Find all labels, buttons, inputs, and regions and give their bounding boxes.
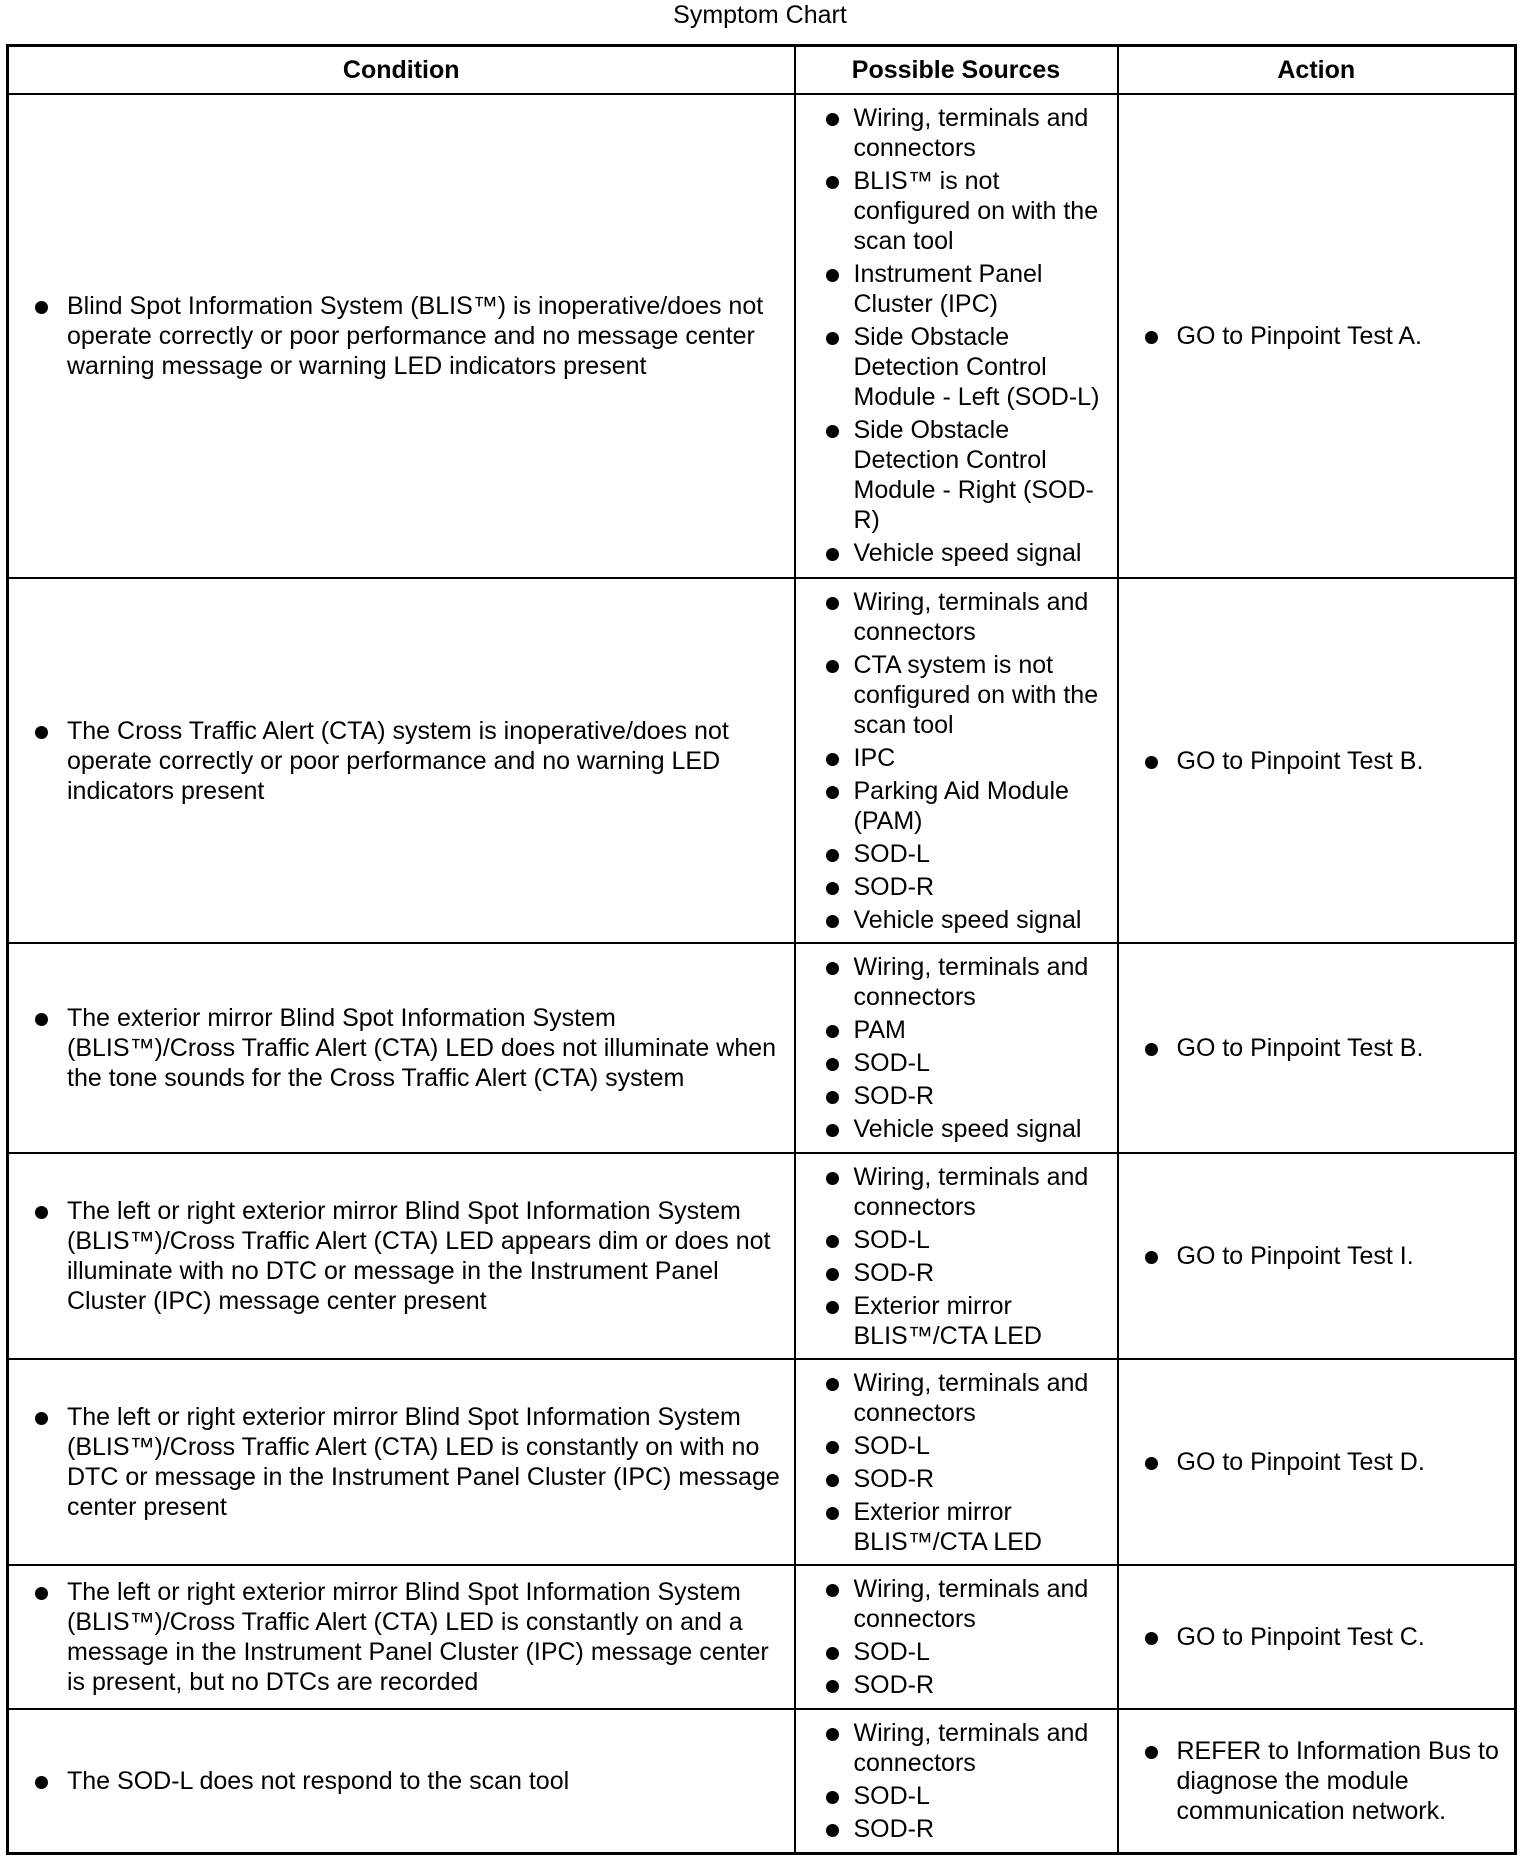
condition-text: The left or right exterior mirror Blind Spot Information System (BLIS™)/Cross Traffic Alert (CTA) LED appears dim or does not illuminate with no DTC or message in the Instrument Panel Cluster (IPC) message center present <box>9 1196 794 1316</box>
source-item: SOD-L <box>796 1431 1117 1461</box>
source-item: Parking Aid Module (PAM) <box>796 776 1117 836</box>
action-text: GO to Pinpoint Test B. <box>1119 1033 1515 1063</box>
header-row <box>8 46 1516 95</box>
sources-cell <box>795 1709 1118 1853</box>
sources-cell <box>795 578 1118 943</box>
condition-cell <box>8 1565 795 1709</box>
source-item: BLIS™ is not configured on with the scan tool <box>796 166 1117 256</box>
source-item: IPC <box>796 743 1117 773</box>
header-condition: Condition <box>8 46 795 95</box>
source-item: SOD-R <box>796 1670 1117 1700</box>
condition-cell <box>8 578 795 943</box>
condition-text: The left or right exterior mirror Blind Spot Information System (BLIS™)/Cross Traffic Alert (CTA) LED is constantly on with no DTC or message in the Instrument Panel Cluster (IPC) message center present <box>9 1402 794 1522</box>
source-item: Vehicle speed signal <box>796 538 1117 568</box>
action-cell <box>1118 1709 1516 1853</box>
source-item: SOD-L <box>796 1781 1117 1811</box>
action-text: GO to Pinpoint Test B. <box>1119 746 1515 776</box>
action-cell <box>1118 1153 1516 1359</box>
source-item: SOD-L <box>796 1225 1117 1255</box>
source-item: SOD-R <box>796 872 1117 902</box>
source-item: Wiring, terminals and connectors <box>796 1574 1117 1634</box>
action-text: REFER to Information Bus to diagnose the module communication network. <box>1119 1736 1515 1826</box>
table-row <box>8 943 1516 1153</box>
condition-cell <box>8 1359 795 1565</box>
source-item: Wiring, terminals and connectors <box>796 1368 1117 1428</box>
source-item: Side Obstacle Detection Control Module - Right (SOD-R) <box>796 415 1117 535</box>
action-text: GO to Pinpoint Test C. <box>1119 1622 1515 1652</box>
sources-cell <box>795 1153 1118 1359</box>
source-item: SOD-R <box>796 1081 1117 1111</box>
table-row <box>8 1565 1516 1709</box>
condition-cell <box>8 94 795 578</box>
source-item: Vehicle speed signal <box>796 1114 1117 1144</box>
table-row <box>8 1709 1516 1853</box>
source-item: PAM <box>796 1015 1117 1045</box>
source-item: Side Obstacle Detection Control Module - Left (SOD-L) <box>796 322 1117 412</box>
action-cell <box>1118 1359 1516 1565</box>
sources-cell <box>795 1565 1118 1709</box>
table-row <box>8 578 1516 943</box>
condition-text: Blind Spot Information System (BLIS™) is inoperative/does not operate correctly or poor performance and no message center warning message or warning LED indicators present <box>9 291 794 381</box>
symptom-chart-table <box>6 44 1517 1855</box>
table-row <box>8 94 1516 578</box>
sources-cell <box>795 943 1118 1153</box>
action-cell <box>1118 1565 1516 1709</box>
source-item: Wiring, terminals and connectors <box>796 587 1117 647</box>
condition-text: The Cross Traffic Alert (CTA) system is inoperative/does not operate correctly or poor performance and no warning LED indicators present <box>9 716 794 806</box>
action-cell <box>1118 94 1516 578</box>
source-item: Wiring, terminals and connectors <box>796 1162 1117 1222</box>
action-cell <box>1118 578 1516 943</box>
action-text: GO to Pinpoint Test D. <box>1119 1447 1515 1477</box>
condition-text: The left or right exterior mirror Blind Spot Information System (BLIS™)/Cross Traffic Alert (CTA) LED is constantly on and a message in the Instrument Panel Cluster (IPC) message center is present, but no DTCs are recorded <box>9 1577 794 1697</box>
source-item: Instrument Panel Cluster (IPC) <box>796 259 1117 319</box>
source-item: SOD-L <box>796 839 1117 869</box>
header-possible-sources: Possible Sources <box>795 46 1118 95</box>
table-row <box>8 1359 1516 1565</box>
source-item: SOD-R <box>796 1258 1117 1288</box>
source-item: Wiring, terminals and connectors <box>796 103 1117 163</box>
source-item: Wiring, terminals and connectors <box>796 1718 1117 1778</box>
source-item: SOD-L <box>796 1048 1117 1078</box>
source-item: Wiring, terminals and connectors <box>796 952 1117 1012</box>
action-text: GO to Pinpoint Test I. <box>1119 1241 1515 1271</box>
source-item: CTA system is not configured on with the scan tool <box>796 650 1117 740</box>
source-item: Exterior mirror BLIS™/CTA LED <box>796 1291 1117 1351</box>
table-row <box>8 1153 1516 1359</box>
sources-cell <box>795 1359 1118 1565</box>
condition-text: The exterior mirror Blind Spot Information System (BLIS™)/Cross Traffic Alert (CTA) LED does not illuminate when the tone sounds for the Cross Traffic Alert (CTA) system <box>9 1003 794 1093</box>
condition-cell <box>8 1709 795 1853</box>
source-item: SOD-R <box>796 1464 1117 1494</box>
page-title: Symptom Chart <box>673 1 847 29</box>
condition-text: The SOD-L does not respond to the scan tool <box>9 1766 794 1796</box>
condition-cell <box>8 1153 795 1359</box>
source-item: SOD-L <box>796 1637 1117 1667</box>
action-cell <box>1118 943 1516 1153</box>
condition-cell <box>8 943 795 1153</box>
action-text: GO to Pinpoint Test A. <box>1119 321 1515 351</box>
header-action: Action <box>1118 46 1516 95</box>
source-item: Vehicle speed signal <box>796 905 1117 935</box>
source-item: SOD-R <box>796 1814 1117 1844</box>
source-item: Exterior mirror BLIS™/CTA LED <box>796 1497 1117 1557</box>
sources-cell <box>795 94 1118 578</box>
